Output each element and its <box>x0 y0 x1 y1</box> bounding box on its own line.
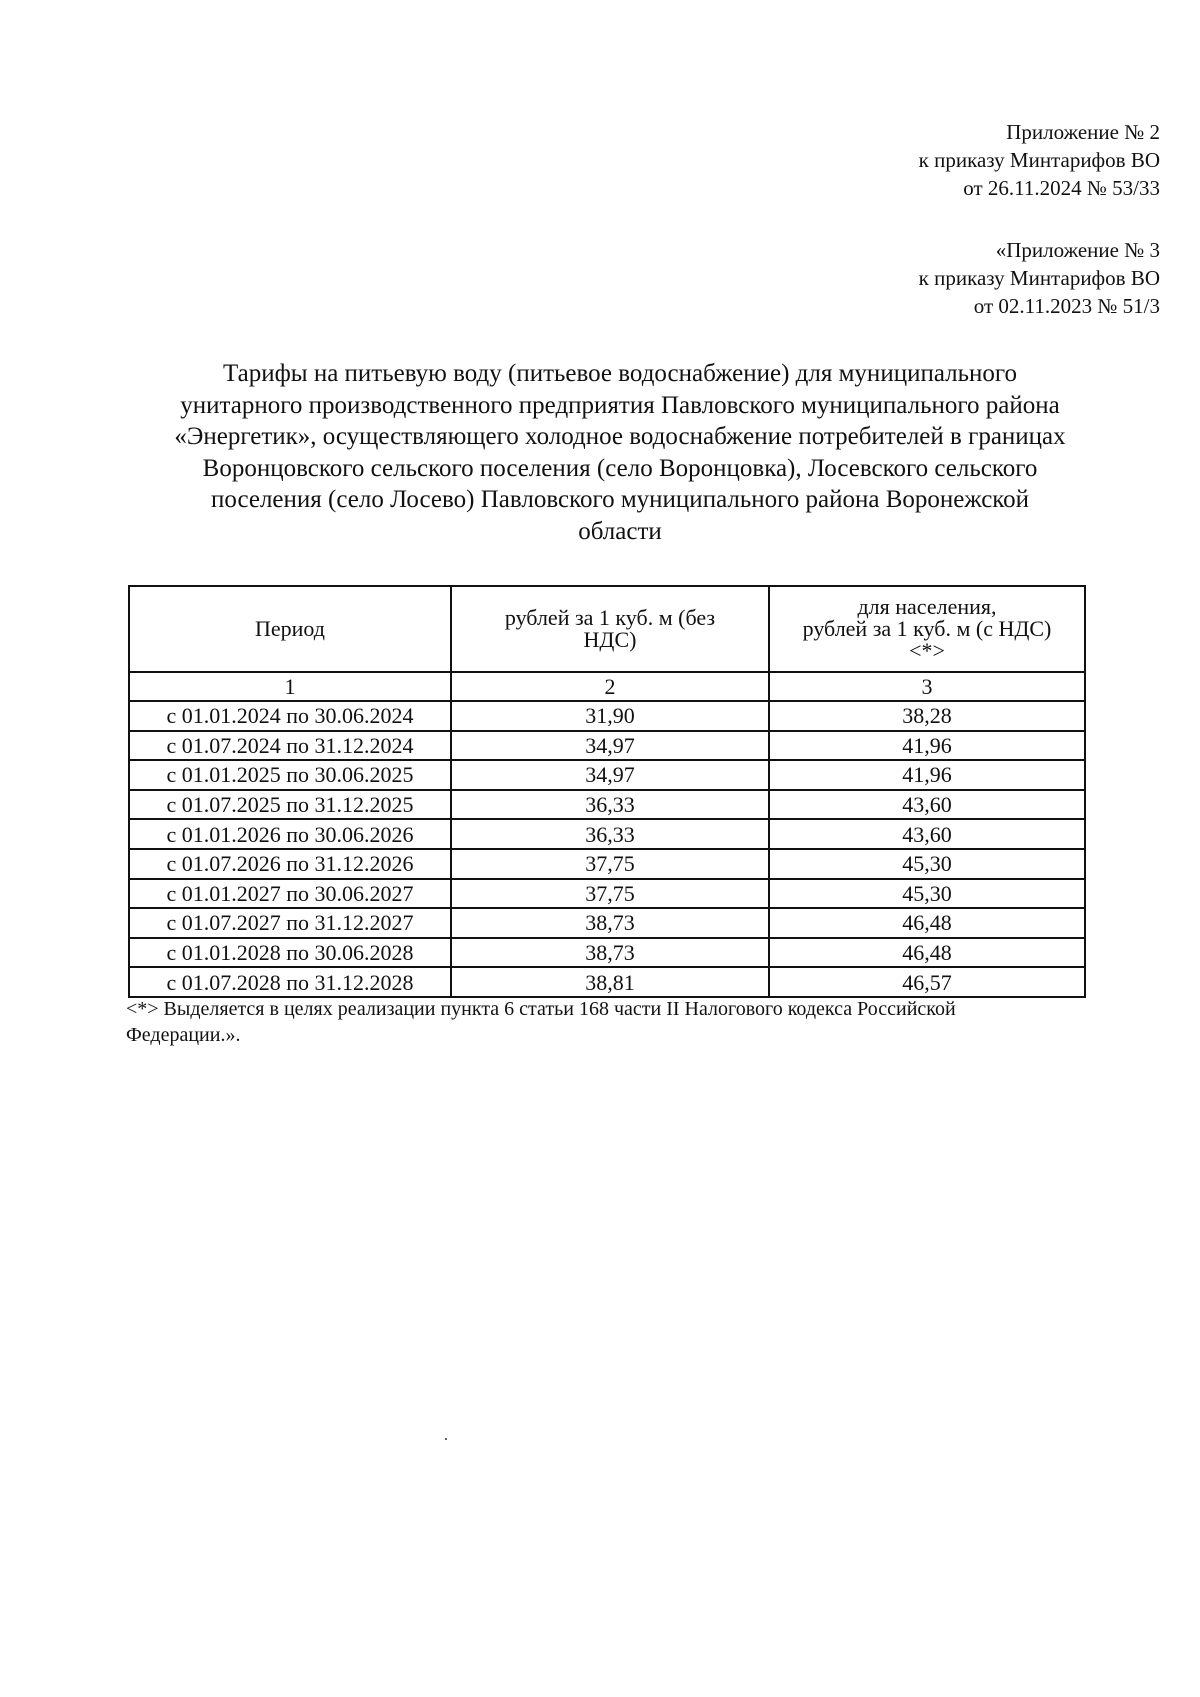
period-cell: с 01.07.2028 по 31.12.2028 <box>129 967 451 997</box>
table-header-row <box>129 586 1085 672</box>
document-title <box>95 358 1145 547</box>
price-no-vat-cell: 38,81 <box>451 967 769 997</box>
header-period: Период <box>129 586 451 672</box>
column-number: 1 <box>129 672 451 701</box>
price-no-vat-cell: 37,75 <box>451 879 769 909</box>
annex-3-number: «Приложение № 3 <box>995 238 1160 262</box>
column-number-row <box>129 672 1085 701</box>
price-no-vat-cell: 34,97 <box>451 760 769 790</box>
price-no-vat-cell: 36,33 <box>451 790 769 820</box>
table-row <box>129 908 1085 938</box>
period-cell: с 01.01.2026 по 30.06.2026 <box>129 819 451 849</box>
table-row <box>129 967 1085 997</box>
price-no-vat-cell: 38,73 <box>451 908 769 938</box>
price-with-vat-cell: 45,30 <box>769 879 1085 909</box>
period-cell: с 01.01.2025 по 30.06.2025 <box>129 760 451 790</box>
period-cell: с 01.01.2024 по 30.06.2024 <box>129 701 451 731</box>
annex-3-order-ref: к приказу Минтарифов ВО <box>918 266 1160 290</box>
period-cell: с 01.07.2024 по 31.12.2024 <box>129 731 451 761</box>
price-no-vat-cell: 37,75 <box>451 849 769 879</box>
title-line: Воронцовского сельского поселения (село Воронцовка), Лосевского сельского <box>202 454 1038 482</box>
table-row <box>129 760 1085 790</box>
tariff-table <box>128 585 1086 998</box>
annex-2-order-date: от 26.11.2024 № 53/33 <box>963 176 1160 200</box>
period-cell: с 01.07.2026 по 31.12.2026 <box>129 849 451 879</box>
price-with-vat-cell: 45,30 <box>769 849 1085 879</box>
period-cell: с 01.01.2027 по 30.06.2027 <box>129 879 451 909</box>
price-no-vat-cell: 38,73 <box>451 938 769 968</box>
price-no-vat-cell: 34,97 <box>451 731 769 761</box>
title-line: унитарного производственного предприятия Павловского муниципального района <box>180 391 1060 419</box>
price-with-vat-cell: 46,48 <box>769 938 1085 968</box>
price-no-vat-cell: 36,33 <box>451 819 769 849</box>
column-number: 2 <box>451 672 769 701</box>
table-row <box>129 849 1085 879</box>
scan-speck <box>445 1438 447 1440</box>
price-with-vat-cell: 41,96 <box>769 731 1085 761</box>
annex-2-header <box>560 118 1160 202</box>
period-cell: с 01.07.2027 по 31.12.2027 <box>129 908 451 938</box>
table-row <box>129 731 1085 761</box>
header-price-no-vat: рублей за 1 куб. м (без НДС) <box>451 586 769 672</box>
title-line: области <box>578 517 662 545</box>
annex-2-number: Приложение № 2 <box>1006 120 1160 144</box>
table-row <box>129 790 1085 820</box>
title-line: Тарифы на питьевую воду (питьевое водоснабжение) для муниципального <box>222 360 1018 387</box>
table-row <box>129 938 1085 968</box>
footnote-line: <*> Выделяется в целях реализации пункта 6 статьи 168 части II Налогового кодекса Российской <box>126 998 956 1020</box>
column-number: 3 <box>769 672 1085 701</box>
vat-footnote <box>126 996 1086 1048</box>
price-with-vat-cell: 46,57 <box>769 967 1085 997</box>
table-row <box>129 701 1085 731</box>
price-with-vat-cell: 41,96 <box>769 760 1085 790</box>
price-with-vat-cell: 43,60 <box>769 790 1085 820</box>
title-line: поселения (село Лосево) Павловского муниципального района Воронежской <box>210 486 1030 513</box>
price-no-vat-cell: 31,90 <box>451 701 769 731</box>
header-price-with-vat: для населения, рублей за 1 куб. м (с НДС) <*> <box>769 586 1085 672</box>
annex-3-header <box>560 236 1160 320</box>
price-with-vat-cell: 46,48 <box>769 908 1085 938</box>
table-row <box>129 879 1085 909</box>
footnote-line: Федерации.». <box>126 1024 241 1046</box>
price-with-vat-cell: 38,28 <box>769 701 1085 731</box>
period-cell: с 01.01.2028 по 30.06.2028 <box>129 938 451 968</box>
table-row <box>129 819 1085 849</box>
period-cell: с 01.07.2025 по 31.12.2025 <box>129 790 451 820</box>
title-line: «Энергетик», осуществляющего холодное водоснабжение потребителей в границах <box>174 423 1066 450</box>
price-with-vat-cell: 43,60 <box>769 819 1085 849</box>
annex-2-order-ref: к приказу Минтарифов ВО <box>918 148 1160 172</box>
annex-3-order-date: от 02.11.2023 № 51/3 <box>973 294 1160 318</box>
